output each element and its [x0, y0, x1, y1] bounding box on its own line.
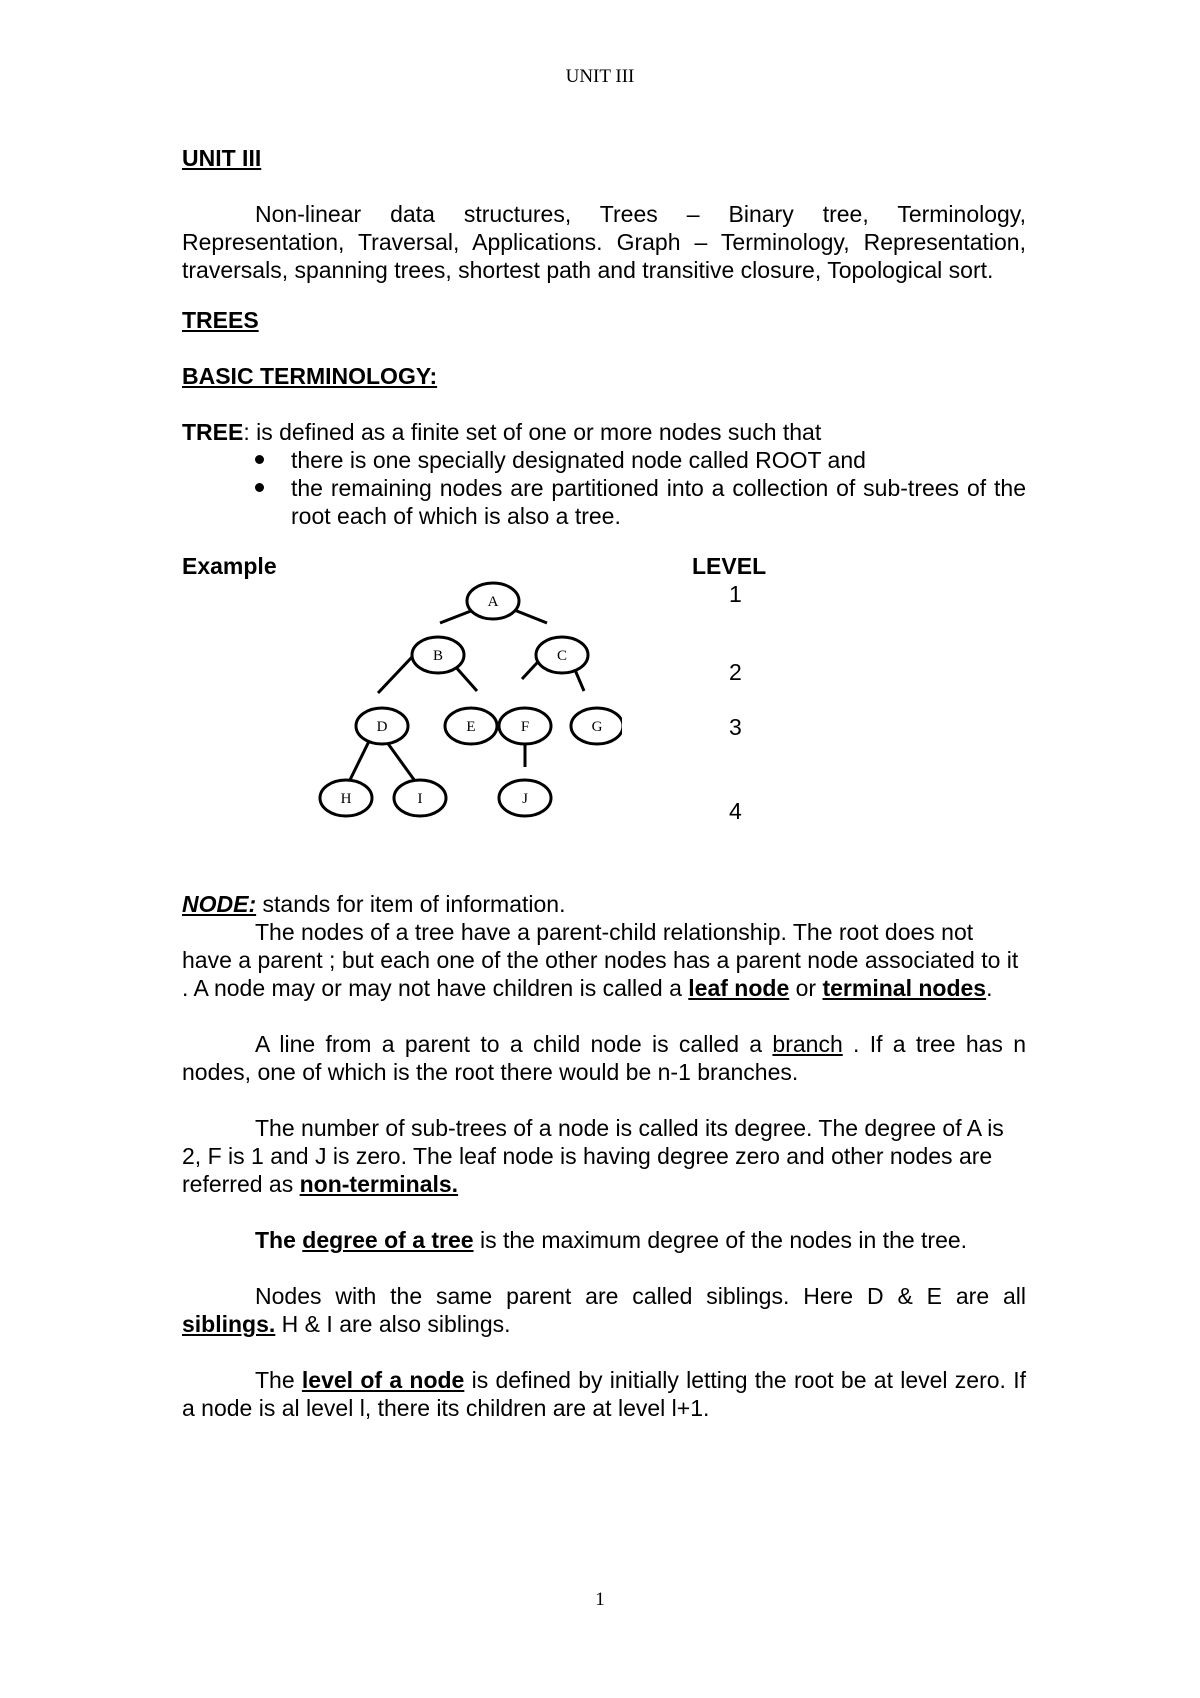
paragraph-text: is the maximum degree of the nodes in the tree.	[473, 1227, 968, 1253]
level-paragraph	[182, 1366, 1026, 1422]
syllabus-paragraph: Non-linear data structures, Trees – Binary tree, Terminology, Representation, Traversal, Applications. Graph – Terminology, Representation, traversals, spanning trees, shortest path and transitive closure, Topological sort.	[182, 201, 1026, 283]
list-item-text: there is one specially designated node called ROOT and	[291, 447, 866, 473]
level-number: 3	[729, 714, 742, 740]
list-item	[182, 446, 1026, 474]
degree-paragraph	[182, 1114, 1026, 1198]
tree-degree-paragraph	[182, 1226, 1026, 1254]
paragraph-text: is defined by initially letting the root be at level zero. If a node is al level l, there its children are at level l+1.	[182, 1367, 1026, 1421]
tree-term: TREE	[182, 419, 244, 445]
node-label: D	[376, 719, 388, 735]
tree-example-figure	[182, 580, 1026, 842]
node-label: A	[487, 594, 499, 610]
tree-edges	[346, 602, 584, 788]
running-header: UNIT III	[565, 66, 635, 87]
level-of-node-term: level of a node	[301, 1367, 465, 1393]
terminal-nodes-term: terminal nodes	[822, 975, 987, 1001]
tree-definition	[182, 418, 1026, 446]
paragraph-text: The nodes of a tree have a parent-child relationship. The root does not have a parent ; but each one of the other nodes has a parent node associated to it . A node may or may not have children is called a	[182, 919, 1019, 1001]
list-item	[182, 474, 1026, 530]
paragraph-text: or	[789, 975, 823, 1001]
node-label: E	[466, 719, 476, 735]
node-label: G	[591, 719, 603, 735]
degree-of-tree-term: degree of a tree	[302, 1227, 474, 1253]
paragraph-text: The	[255, 1227, 303, 1253]
node-definition-text: stands for item of information.	[256, 891, 566, 917]
trees-heading: TREES	[182, 307, 259, 333]
paragraph-text: Nodes with the same parent are called siblings. Here D & E are all	[255, 1283, 1026, 1309]
page-content	[182, 144, 1026, 1422]
level-number: 2	[729, 659, 742, 685]
paragraph-text: H & I are also siblings.	[275, 1311, 511, 1337]
node-definition	[182, 890, 1026, 918]
node-label: J	[522, 791, 528, 807]
node-label: H	[340, 791, 352, 807]
node-term: NODE:	[182, 891, 257, 917]
list-item-text: the remaining nodes are partitioned into a collection of sub-trees of the root each of which is also a tree.	[291, 475, 1026, 529]
node-paragraph	[182, 918, 1026, 1002]
non-terminals-term: non-terminals.	[299, 1171, 459, 1197]
branch-term: branch	[772, 1031, 843, 1057]
paragraph-text: The	[255, 1367, 302, 1393]
paragraph-text: .	[986, 975, 993, 1001]
siblings-term: siblings.	[182, 1311, 276, 1337]
tree-diagram	[182, 580, 622, 842]
paragraph-text: A line from a parent to a child node is called a	[255, 1031, 773, 1057]
tree-definition-text: : is defined as a finite set of one or more nodes such that	[243, 419, 822, 445]
node-label: F	[520, 719, 530, 735]
level-number: 1	[729, 581, 742, 607]
leaf-node-term: leaf node	[688, 975, 790, 1001]
siblings-paragraph	[182, 1282, 1026, 1338]
example-header-row	[182, 552, 1026, 580]
unit-title: UNIT III	[182, 145, 262, 171]
level-number: 4	[729, 798, 742, 824]
node-label: B	[432, 648, 444, 664]
bullet-icon	[255, 455, 264, 464]
basic-terminology-heading: BASIC TERMINOLOGY:	[182, 363, 438, 389]
node-label: C	[556, 648, 568, 664]
page-number: 1	[595, 1589, 605, 1610]
level-label: LEVEL	[692, 553, 767, 579]
node-label: I	[417, 791, 423, 807]
example-label: Example	[182, 553, 277, 579]
branch-paragraph	[182, 1030, 1026, 1086]
bullet-icon	[255, 483, 264, 492]
paragraph-text: . If a tree has n nodes, one of which is the root there would be n-1 branches.	[182, 1031, 1026, 1085]
tree-definition-list	[182, 446, 1026, 530]
paragraph-text: The number of sub-trees of a node is called its degree. The degree of A is 2, F is 1 and J is zero. The leaf node is having degree zero and other nodes are referred as	[182, 1115, 1004, 1197]
